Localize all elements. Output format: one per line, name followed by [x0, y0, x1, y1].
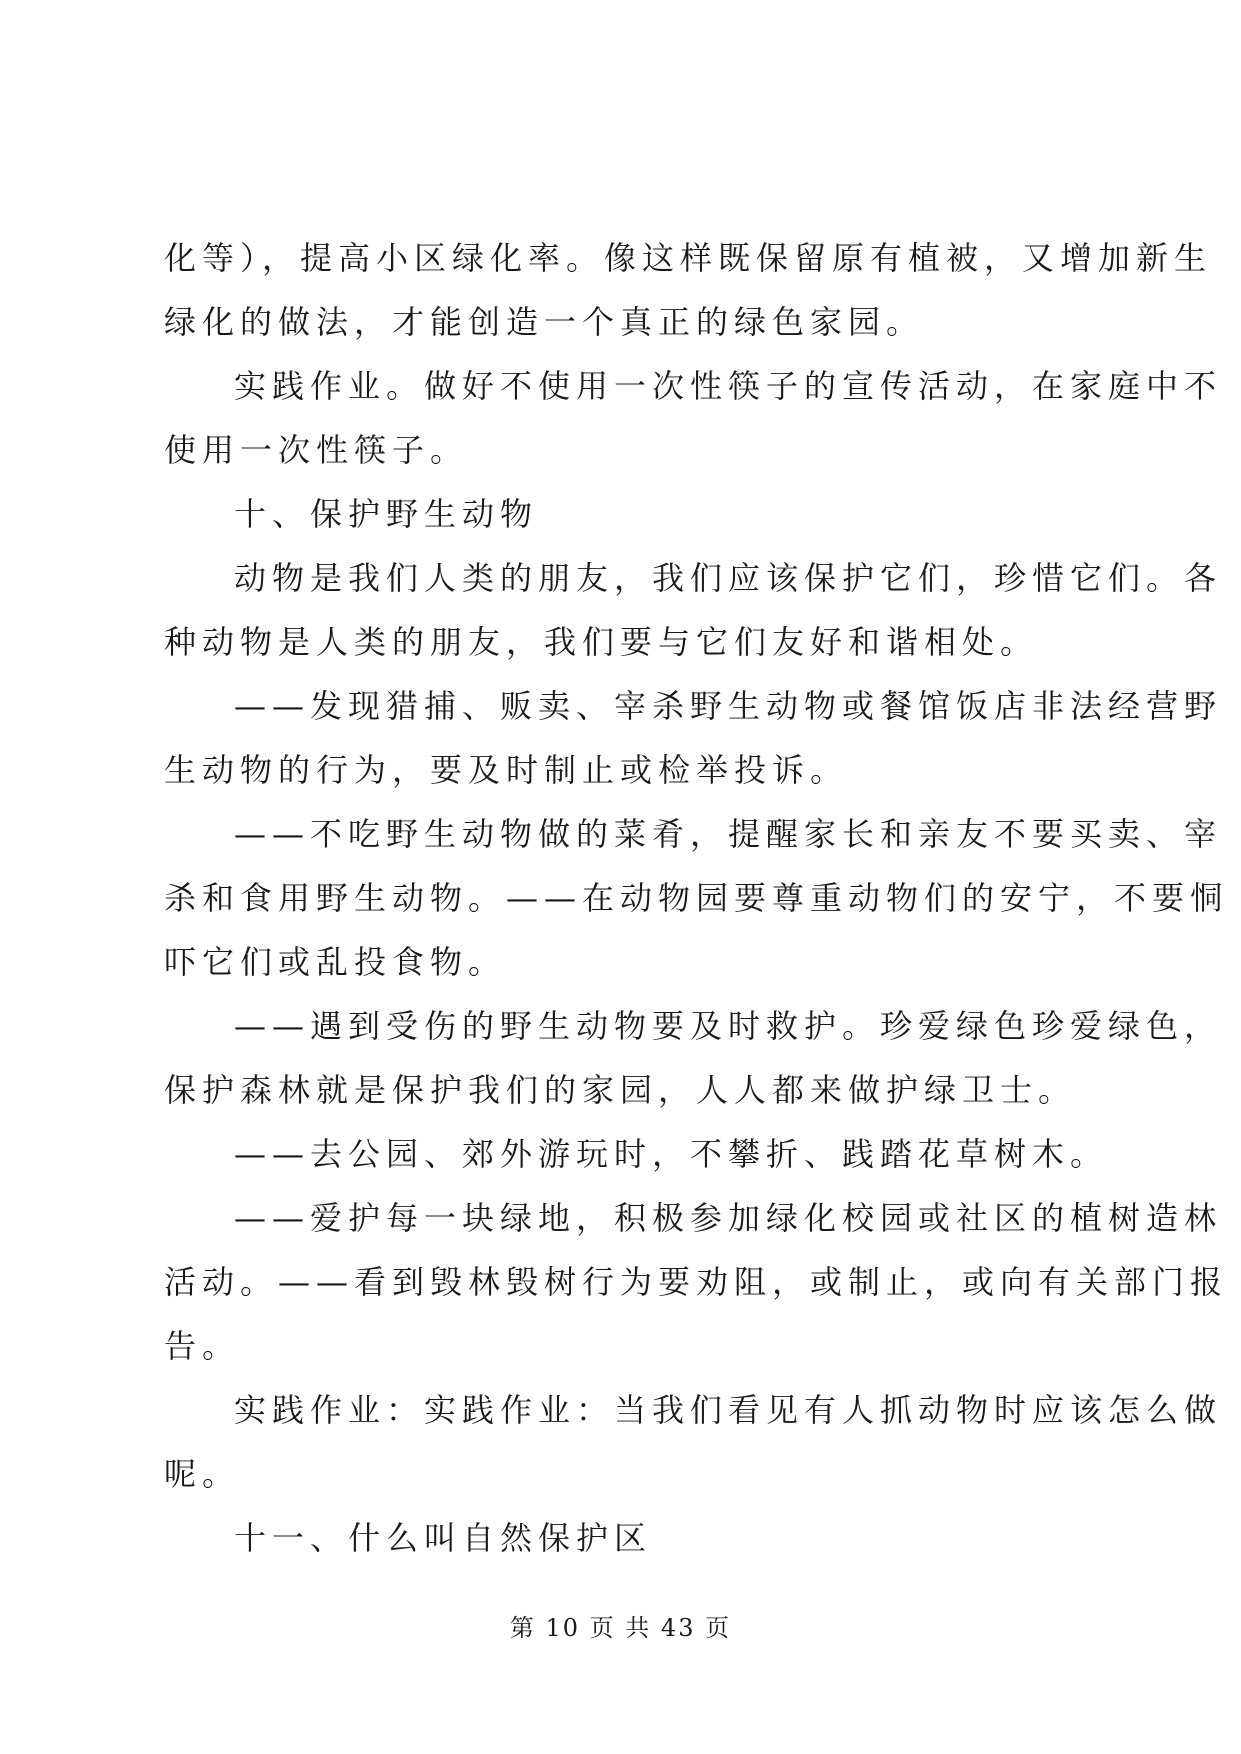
text-line: 化等），提高小区绿化率。像这样既保留原有植被，又增加新生	[164, 239, 1213, 277]
text-line: ——不吃野生动物做的菜肴，提醒家长和亲友不要买卖、宰	[234, 815, 1223, 853]
text-line: 活动。——看到毁林毁树行为要劝阻，或制止，或向有关部门报	[164, 1263, 1229, 1301]
text-line: ——遇到受伤的野生动物要及时救护。珍爱绿色珍爱绿色，	[234, 1007, 1223, 1045]
text-line: 呢。	[164, 1455, 241, 1493]
text-line: 实践作业：实践作业：当我们看见有人抓动物时应该怎么做	[234, 1391, 1223, 1429]
text-line: 使用一次性筷子。	[164, 431, 469, 469]
page-body	[164, 226, 1229, 1570]
text-line: 实践作业。做好不使用一次性筷子的宣传活动，在家庭中不	[234, 367, 1223, 405]
text-line: 生动物的行为，要及时制止或检举投诉。	[164, 751, 849, 789]
section-heading: 十一、什么叫自然保护区	[234, 1519, 653, 1557]
text-line: ——发现猎捕、贩卖、宰杀野生动物或餐馆饭店非法经营野	[234, 687, 1223, 725]
text-line: 告。	[164, 1327, 241, 1365]
section-heading: 十、保护野生动物	[234, 495, 539, 533]
text-line: 动物是我们人类的朋友，我们应该保护它们，珍惜它们。各	[234, 559, 1223, 597]
text-line: 杀和食用野生动物。——在动物园要尊重动物们的安宁，不要恫	[164, 879, 1229, 917]
text-line: 保护森林就是保护我们的家园，人人都来做护绿卫士。	[164, 1071, 1077, 1109]
text-line: 绿化的做法，才能创造一个真正的绿色家园。	[164, 303, 925, 341]
text-line: ——爱护每一块绿地，积极参加绿化校园或社区的植树造林	[234, 1199, 1223, 1237]
body-text	[164, 226, 1229, 1570]
text-line: ——去公园、郊外游玩时，不攀折、践踏花草树木。	[234, 1135, 1109, 1173]
text-line: 种动物是人类的朋友，我们要与它们友好和谐相处。	[164, 623, 1039, 661]
text-line: 吓它们或乱投食物。	[164, 943, 507, 981]
page-footer: 第 10 页 共 43 页	[509, 1614, 732, 1642]
